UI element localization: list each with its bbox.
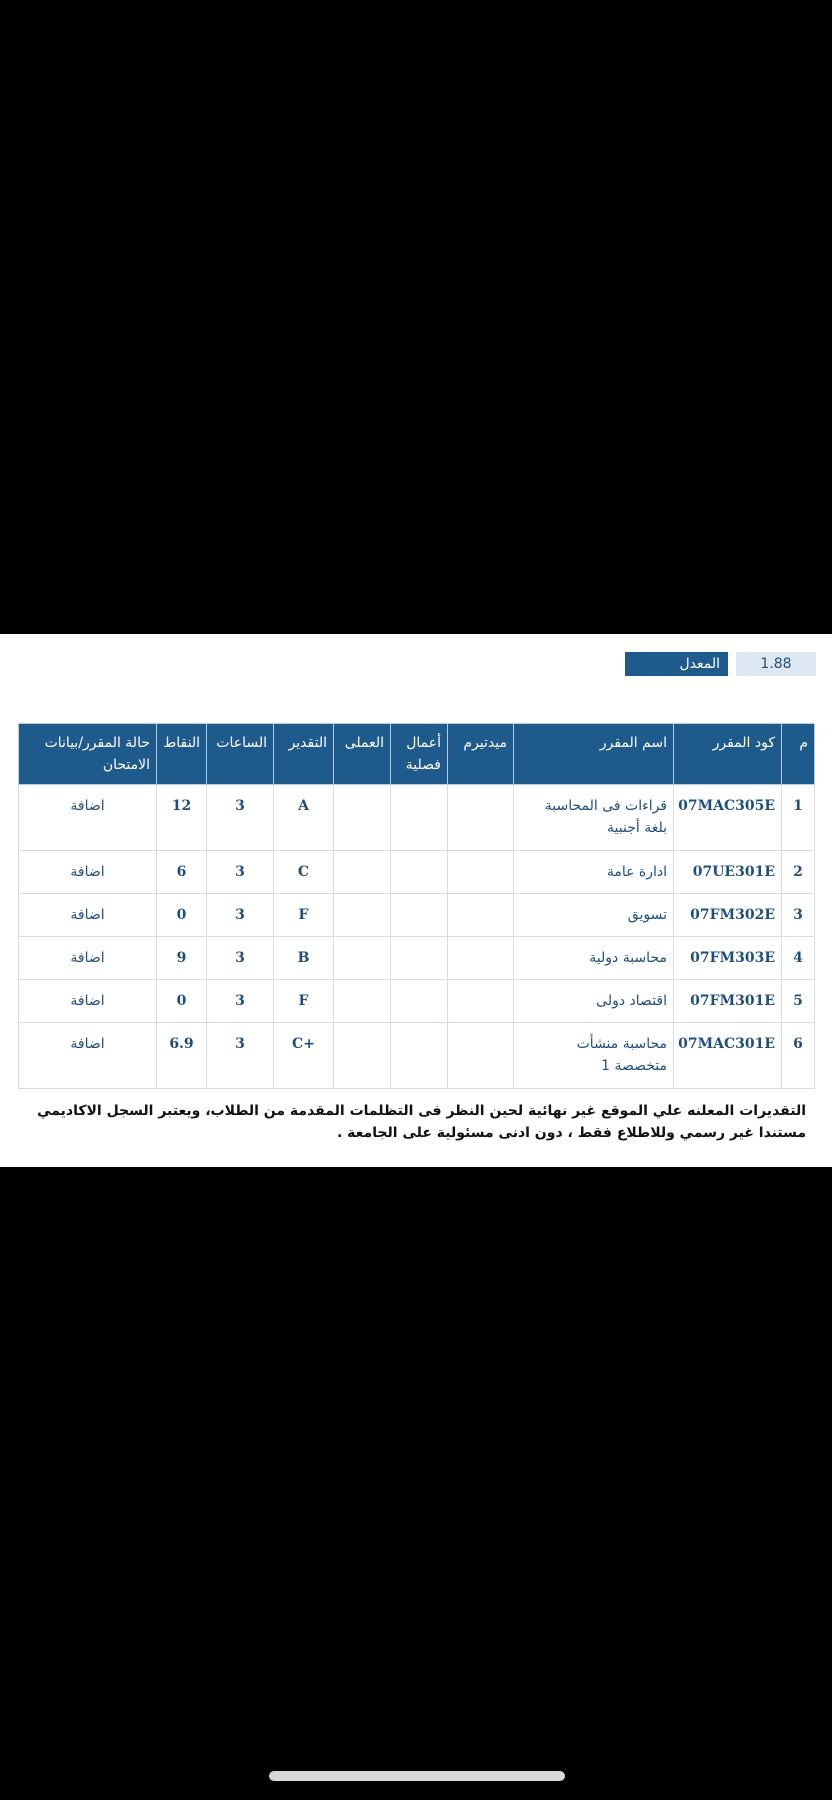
row-num: 3 [782,894,815,937]
row-points: 6 [157,851,207,894]
table-row [19,851,815,894]
header-status: حالة المقرر/بيانات الامتحان [19,724,157,785]
header-practical: العملى [334,724,391,785]
row-coursework [391,1023,448,1089]
row-course-code: 07MAC301E [674,1023,782,1089]
table-row [19,980,815,1023]
row-status: اضافة [19,894,157,937]
row-midterm [448,980,514,1023]
header-course-name: اسم المقرر [514,724,674,785]
row-course-name: تسويق [514,894,674,937]
row-course-name: محاسبة دولية [514,937,674,980]
row-grade: F [274,980,334,1023]
row-grade: +C [274,1023,334,1089]
row-status: اضافة [19,785,157,851]
row-points: 6.9 [157,1023,207,1089]
row-practical [334,785,391,851]
row-course-code: 07MAC305E [674,785,782,851]
row-coursework [391,894,448,937]
row-status: اضافة [19,980,157,1023]
row-midterm [448,851,514,894]
header-midterm: ميدتيرم [448,724,514,785]
gpa-value: 1.88 [736,652,816,676]
row-status: اضافة [19,1023,157,1089]
row-practical [334,1023,391,1089]
row-points: 0 [157,894,207,937]
row-points: 0 [157,980,207,1023]
row-hours: 3 [207,894,274,937]
gpa-label: المعدل الفصلى : [625,652,728,676]
row-hours: 3 [207,851,274,894]
row-practical [334,851,391,894]
row-hours: 3 [207,937,274,980]
row-midterm [448,894,514,937]
row-coursework [391,851,448,894]
header-points: النقاط [157,724,207,785]
header-num: م [782,724,815,785]
row-practical [334,980,391,1023]
disclaimer-note: التقديرات المعلنه علي الموقع غير نهائية لحين النظر فى التظلمات المقدمة من الطلاب، ويعتبر السجل الاكاديمي مستندا غير رسمي وللاطلاع فقط ، دون ادنى مسئولية على الجامعة . [37,1103,806,1141]
header-course-code: كود المقرر [674,724,782,785]
home-indicator[interactable] [269,1771,565,1781]
row-course-name: اقتصاد دولى [514,980,674,1023]
row-points: 9 [157,937,207,980]
row-hours: 3 [207,980,274,1023]
row-grade: C [274,851,334,894]
row-course-code: 07FM303E [674,937,782,980]
row-num: 2 [782,851,815,894]
row-grade: A [274,785,334,851]
row-midterm [448,937,514,980]
row-grade: F [274,894,334,937]
table-row [19,1023,815,1089]
semester-gpa [625,652,816,696]
header-hours: الساعات [207,724,274,785]
row-course-name: محاسبة منشأت متخصصة 1 [514,1023,674,1089]
row-num: 6 [782,1023,815,1089]
row-course-code: 07UE301E [674,851,782,894]
row-midterm [448,785,514,851]
row-practical [334,894,391,937]
row-points: 12 [157,785,207,851]
row-hours: 3 [207,1023,274,1089]
row-course-name: ادارة عامة [514,851,674,894]
row-midterm [448,1023,514,1089]
row-hours: 3 [207,785,274,851]
row-course-code: 07FM301E [674,980,782,1023]
header-coursework: أعمال فصلية [391,724,448,785]
row-coursework [391,785,448,851]
table-row [19,894,815,937]
grades-panel [0,634,832,1167]
row-num: 5 [782,980,815,1023]
row-practical [334,937,391,980]
header-grade: التقدير [274,724,334,785]
table-row [19,937,815,980]
row-course-name: قراءات فى المحاسبة بلغة أجنبية [514,785,674,851]
row-coursework [391,980,448,1023]
grades-table [18,723,815,1089]
row-num: 4 [782,937,815,980]
row-coursework [391,937,448,980]
table-header-row [19,724,815,785]
row-grade: B [274,937,334,980]
row-course-code: 07FM302E [674,894,782,937]
row-status: اضافة [19,937,157,980]
row-num: 1 [782,785,815,851]
row-status: اضافة [19,851,157,894]
table-row [19,785,815,851]
